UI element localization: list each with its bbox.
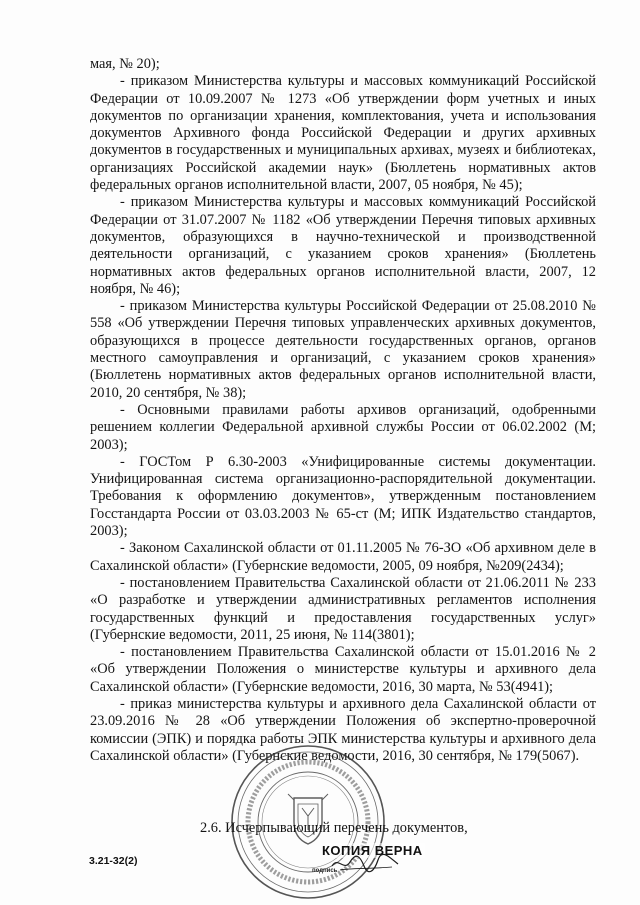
- list-item: - постановлением Правительства Сахалинской области от 15.01.2016 № 2 «Об утверждении Положения о министерстве культуры и архивного дела Сахалинской области» (Губернские ведомости, 2016, 30 марта, № 53(4941);: [90, 644, 596, 695]
- list-item: - приказом Министерства культуры и массовых коммуникаций Российской Федерации от 10.09.2007 № 1273 «Об утверждении форм учетных и иных документов по организации хранения, комплектования, учета и использования документов Архивного фонда Российской Федерации и других архивных документов в государственных и муниципальных архивах, музеях и библиотеках, организациях Российской академии наук» (Бюллетень нормативных актов федеральных органов исполнительной власти, 2007, 05 ноября, № 45);: [90, 73, 596, 194]
- list-item: - приказом Министерства культуры и массовых коммуникаций Российской Федерации от 31.07.2007 № 1182 «Об утверждении Перечня типовых архивных документов, образующихся в научно-технической и производственной деятельности организаций, с указанием сроков хранения» (Бюллетень нормативных актов федеральных органов исполнительной власти, 2007, 12 ноября, № 46);: [90, 194, 596, 297]
- list-item: - Основными правилами работы архивов организаций, одобренными решением коллегии Федеральной архивной службы России от 06.02.2002 (М; 2003);: [90, 401, 596, 453]
- intro-line: мая, № 20);: [90, 56, 160, 72]
- list-item: - Законом Сахалинской области от 01.11.2005 № 76-ЗО «Об архивном деле в Сахалинской области» (Губернские ведомости, 2005, 09 ноября, №209(2434);: [90, 540, 596, 574]
- list-item: - постановлением Правительства Сахалинской области от 21.06.2011 № 233 «О разработке и утверждении административных регламентов исполнения государственных функций и предоставления государственных услуг» (Губернские ведомости, 2011, 25 июня, № 114(3801);: [90, 574, 596, 643]
- section-heading: 2.6. Исчерпывающий перечень документов,: [200, 820, 468, 836]
- signature-caption: подпись: [312, 868, 338, 874]
- page-code: 3.21-32(2): [89, 855, 138, 867]
- copy-certified-stamp: КОПИЯ ВЕРНА: [322, 843, 423, 858]
- list-item: - ГОСТом Р 6.30-2003 «Унифицированные системы документации. Унифицированная система организационно-распорядительной документации. Требования к оформлению документов», утвержденным постановлением Госстандарта России от 03.03.2003 № 65-ст (М; ИПК Издательство стандартов, 2003);: [90, 453, 596, 540]
- document-body: [90, 56, 596, 765]
- list-item: - приказом Министерства культуры Российской Федерации от 25.08.2010 № 558 «Об утверждении Перечня типовых управленческих архивных документов, образующихся в процессе деятельности государственных органов, органов местного самоуправления и организаций, с указанием сроков хранения» (Бюллетень нормативных актов федеральных органов исполнительной власти, 2010, 20 сентября, № 38);: [90, 298, 596, 401]
- list-item: - приказ министерства культуры и архивного дела Сахалинской области от 23.09.2016 № 28 «Об утверждении Положения об экспертно-проверочной комиссии (ЭПК) и порядка работы ЭПК министерства культуры и архивного дела Сахалинской области» (Губернские ведомости, 2016, 30 сентября, № 179(5067).: [90, 695, 596, 764]
- signature-mark: [330, 852, 400, 874]
